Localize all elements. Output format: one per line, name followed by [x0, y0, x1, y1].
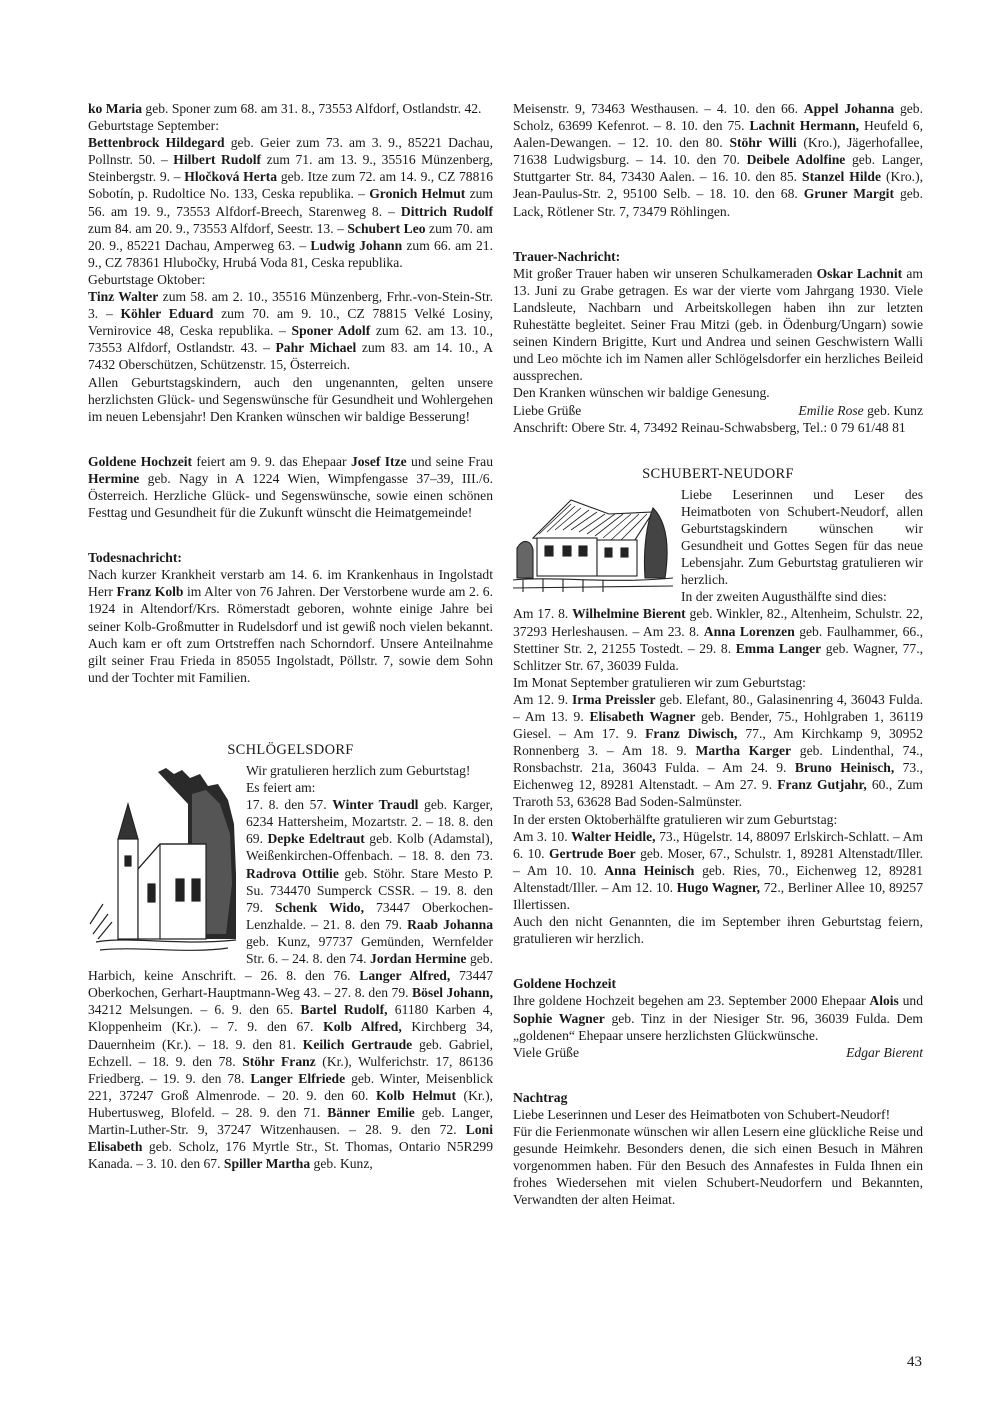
schloegelsdorf-birthdays: 17. 8. den 57. Winter Traudl geb. Karger, 6234 Hattersheim, Mozartstr. 2. – 18. 8. den 69. Depke Edeltraut geb. Kolb (Adamstal), Weißenkirchen-Offenbach. – 18. 8. den 73. Radrova Ottilie geb. Stöhr. Stare Mesto P. Su. 734470 Sumperck CSSR. – 19. 8. den 79. Schenk Wido, 73447 Oberkochen-Lenzhalde. – 21. 8. den 79. Raab Johanna geb. Kunz, 97737 Gemünden, Wernfelder Str. 6. – 24. 8. den 74. Jordan Hermine geb. Harbich, keine Anschrift. – 26. 8. den 76. Langer Alfred, 73447 Oberkochen, Gerhart-Hauptmann-Weg 43. – 27. 8. den 79. Bösel Johann, 34212 Melsungen. – 6. 9. den 65. Bartel Rudolf, 61180 Karben 4, Kloppenheim (Kr.). – 7. 9. den 67. Kolb Alfred, Kirchberg 34, Dauernheim (Kr.). – 18. 9. den 81. Keilich Gertraude geb. Gabriel, Echzell. – 18. 9. den 78. Stöhr Franz (Kr.), Wulferichstr. 17, 86136 Friedberg. – 19. 9. den 78. Langer Elfriede geb. Winter, Meisenblick 221, 37247 Groß Almenrode. – 20. 9. den 60. Kolb Helmut (Kr.), Hubertusweg, Blofeld. – 28. 9. den 71. Bänner Emilie geb. Langer, Martin-Luther-Str. 9, 37247 Witzenhausen. – 28. 9. den 72. Loni Elisabeth geb. Scholz, 176 Myrtle Str., St. Thomas, Ontario N5R299 Kanada. – 3. 10. den 67. Spiller Martha geb. Kunz,	[88, 797, 494, 1172]
birthday-continuation: Meisenstr. 9, 73463 Westhausen. – 4. 10. den 66. Appel Johanna geb. Scholz, 63699 Kefenrot. – 8. 10. den 75. Lachnit Hermann, Heufeld 6, Aalen-Dewangen. – 12. 10. den 80. Stöhr Willi (Kro.), Jägerhofallee, 71638 Ludwigsburg. – 14. 10. den 70. Deibele Adolfine geb. Langer, Stuttgarter Str. 84, 73430 Aalen. – 16. 10. den 85. Stanzel Hilde (Kro.), Jean-Paulus-Str. 2, 95100 Selb. – 18. 10. den 68. Gruner Margit geb. Lack, Rötlener Str. 7, 73479 Röhlingen.	[513, 101, 924, 219]
left-column	[88, 100, 493, 1172]
greeting: Viele Grüße	[513, 1044, 579, 1060]
church-illustration	[88, 764, 238, 959]
get-well-wishes: Den Kranken wünschen wir baldige Genesung.	[513, 385, 770, 401]
right-column	[513, 100, 923, 1208]
schubert-september-birthdays: Am 12. 9. Irma Preissler geb. Elefant, 80., Galasinenring 4, 36043 Fulda. – Am 13. 9. Elisabeth Wagner geb. Bender, 75., Hohlgraben 1, 36119 Giesel. – Am 17. 9. Franz Diwisch, 77., Am Kirchkamp 9, 30952 Ronnenberg 3. – Am 18. 9. Martha Karger geb. Lindenthal, 74., Ronsbachstr. 21a, 36043 Fulda. – Am 24. 9. Bruno Heinisch, 73., Eichenweg 12, 89281 Altenstadt. – Am 27. 9. Franz Gutjahr, 60., Zum Traroth 53, 63628 Bad Soden-Salmünster.	[513, 691, 924, 810]
signature: Edgar Bierent	[846, 1044, 923, 1060]
death-notice-text: Nach kurzer Krankheit verstarb am 14. 6. im Krankenhaus in Ingolstadt Herr Franz Kolb im Alter von 76 Jahren. Der Verstorbene wurde am 2. 6. 1924 in Altendorf/Krs. Römerstadt geboren, wohnte einige Jahre bei seiner Kolb-Großmutter in Rudelsdorf und ist gewiß noch vielen bekannt. Auch kam er oft zum Ortstreffen nach Schorndorf. Unsere Anteilnahme gilt seiner Frau Frieda in 85055 Ingolstadt, Pöllstr. 7, sowie dem Sohn und der Tochter mit Familien.	[88, 567, 493, 685]
schubert-october-birthdays: Am 3. 10. Walter Heidle, 73., Hügelstr. 14, 88097 Erlskirch-Schlatt. – Am 6. 10. Gertrude Boer geb. Moser, 67., Schulstr. 1, 89281 Altenstadt/Iller. – Am 10. 10. Anna Heinisch geb. Ries, 70., Eichenweg 12, 89281 Altenstadt/Iller. – Am 12. 10. Hugo Wagner, 72., Berliner Allee 10, 89257 Illertissen.	[513, 828, 924, 913]
birthday-wishes: Allen Geburtstagskindern, auch den ungenannten, gelten unsere herzlichsten Glück- und Segenswünsche für Gesundheit und Wohlergehen im neuen Lebensjahr! Den Kranken wünschen wir baldige Besserung!	[88, 374, 493, 424]
page-number: 43	[907, 1354, 922, 1370]
birthday-entry: ko Maria geb. Sponer zum 68. am 31. 8., 73553 Alfdorf, Ostlandstr. 42.	[88, 101, 482, 116]
unnamed-wishes: Auch den nicht Genannten, die im September ihren Geburtstag feiern, gratulieren wir herzlich.	[513, 914, 923, 947]
schubert-neudorf-title: SCHUBERT-NEUDORF	[642, 465, 794, 482]
september-header: Geburtstage September:	[88, 118, 219, 134]
mourning-heading: Trauer-Nachricht:	[513, 248, 621, 264]
nachtrag-greeting: Liebe Leserinnen und Leser des Heimatboten von Schubert-Neudorf!	[513, 1106, 891, 1122]
october-birthdays: Tinz Walter zum 58. am 2. 10., 35516 Münzenberg, Frhr.-von-Stein-Str. 3. – Köhler Eduard zum 70. am 9. 10., CZ 78815 Velké Losiny, Vernirovice 48, Ceska republika. – Sponer Adolf zum 62. am 13. 10., 73553 Alfdorf, Ostlandstr. 43. – Pahr Michael zum 83. am 14. 10., A 7432 Oberschützen, Schützenstr. 15, Österreich.	[88, 289, 494, 373]
greeting: Liebe Grüße	[513, 402, 582, 418]
nachtrag-text: Für die Ferienmonate wünschen wir allen Lesern eine glückliche Reise und gesunde Heimkehr. Besonders denen, die sich einen Besuch in Mähren vorgenommen haben. Für den Besuch des Annafestes in Fulda Ihnen ein frohes Wiedersehen mit vielen Schubert-Neudorfern und Bekannten, Verwandten der alten Heimat.	[513, 1123, 923, 1208]
death-notice-heading: Todesnachricht:	[88, 550, 182, 566]
mourning-signature	[513, 402, 923, 419]
schloegelsdorf-section	[88, 762, 493, 1172]
nachtrag-heading: Nachtrag	[513, 1089, 568, 1105]
october-header: Geburtstage Oktober:	[88, 271, 206, 287]
september-birthdays: Bettenbrock Hildegard geb. Geier zum 73. am 3. 9., 85221 Dachau, Pollnstr. 50. – Hilbert Rudolf zum 71. am 13. 9., 35516 Münzenberg, Steinbergstr. 9. – Hločková Herta geb. Itze zum 72. am 14. 9., CZ 78816 Sobotín, p. Rudoltice No. 133, Ceska republika. – Gronich Helmut zum 56. am 19. 9., 73553 Alfdorf-Breech, Starenweg 8. – Dittrich Rudolf zum 84. am 20. 9., 73553 Alfdorf, Seestr. 13. – Schubert Leo zum 70. am 20. 9., 85221 Dachau, Amperweg 63. – Ludwig Johann zum 66. am 21. 9., CZ 78361 Hlubočky, Hrubá Voda 81, Ceska republika.	[88, 135, 494, 270]
august-header: In der zweiten Augusthälfte sind dies:	[681, 589, 887, 605]
august-birthdays: Am 17. 8. Wilhelmine Bierent geb. Winkler, 82., Altenheim, Schulstr. 22, 37293 Herleshausen. – Am 23. 8. Anna Lorenzen geb. Faulhammer, 66., Stettiner Str. 2, 21255 Tostedt. – 29. 8. Emma Langer geb. Wagner, 77., Schlitzer Str. 67, 36039 Fulda.	[513, 606, 924, 673]
schloegelsdorf-celebrate: Es feiert am:	[246, 780, 316, 796]
schubert-october-header: In der ersten Oktoberhälfte gratulieren wir zum Geburtstag:	[513, 811, 838, 827]
signature: Emilie Rose geb. Kunz	[798, 402, 923, 418]
mourning-text: Mit großer Trauer haben wir unseren Schulkameraden Oskar Lachnit am 13. Juni zu Grabe getragen. Es war der vierte vom Jahrgang 1930. Viele Landsleute, Nachbarn und Arbeitskollegen haben ihn zur letzten Ruhestätte begleitet. Seiner Frau Mitzi (geb. in Ödenburg/Ungarn) sowie seinen Kindern Brigitte, Kurt und Andrea und seinen Geschwistern Walli und Leo möchte ich im Namen aller Schlögelsdorfer ein herzliches Beileid aussprechen.	[513, 265, 923, 384]
contact-address: Anschrift: Obere Str. 4, 73492 Reinau-Schwabsberg, Tel.: 0 79 61/48 81	[513, 419, 906, 435]
golden-wedding-text: Ihre goldene Hochzeit begehen am 23. September 2000 Ehepaar Alois und Sophie Wagner geb. Tinz in der Niesiger Str. 96, 36039 Fulda. Dem „goldenen“ Ehepaar unsere herzlichsten Glückwünsche.	[513, 993, 923, 1043]
golden-wedding-heading: Goldene Hochzeit	[513, 976, 617, 992]
golden-wedding-notice: Goldene Hochzeit feiert am 9. 9. das Ehepaar Josef Itze und seine Frau Hermine geb. Nagy in A 1224 Wien, Wimpfengasse 37–39, III./6. Österreich. Herzliche Glück- und Segenswünsche, sowie einen schönen Festtag und Gesundheit für die Zukunft wünscht die Heimatgemeinde!	[88, 453, 494, 521]
schubert-intro: Liebe Leserinnen und Leser des Heimatboten von Schubert-Neudorf, allen Geburtstagskindern wünschen wir Gesundheit und Gottes Segen für das neue Lebensjahr. Zum Geburtstag gratulieren wir herzlich.	[681, 486, 923, 588]
schloegelsdorf-title: SCHLÖGELSDORF	[227, 741, 354, 758]
schloegelsdorf-intro: Wir gratulieren herzlich zum Geburtstag!	[246, 763, 471, 778]
farmhouse-illustration	[513, 488, 673, 594]
schubert-neudorf-section	[513, 486, 923, 948]
golden-wedding-signature	[513, 1044, 923, 1061]
schubert-september-header: Im Monat September gratulieren wir zum Geburtstag:	[513, 674, 806, 690]
